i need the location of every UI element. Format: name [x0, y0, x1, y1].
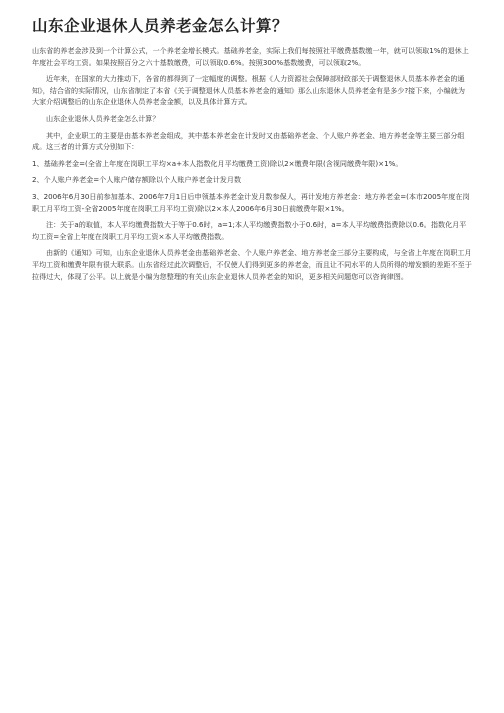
article-paragraph-conclusion: 由新的《通知》可知，山东企业退休人员养老金由基础养老金、个人账户养老金、地方养老金三部分主要构成，与全省上年度在岗职工月平均工资和缴费年限有很大联系。山东省经过此次调整后，不仅使人们得到更多的养老金，而且让不同水平的人员所得的增发额的差距不至于拉得过大，体现了公平。以上就是小编为您整理的有关山东企业退休人员养老金的知识，更多相关问题您可以咨询律图。 — [32, 248, 472, 281]
article-paragraph-intro: 山东省的养老金涉及到一个计算公式，一个养老金增长模式。基础养老金，实际上我们每按照社平缴费基数缴一年，就可以领取1%的退休上年度社会平均工资。如果按照百分之六十基数缴费，可以领取0.6%。按照300%基数缴费，可以领取2%。 — [32, 46, 469, 67]
article-formula-local-pension: 3、2006年6月30日前参加基本、2006年7月1日后申领基本养老金计发月数参保人，再计发地方养老金：地方养老金=(本市2005年度在岗职工月平均工资-全省2005年度在岗职工月平均工资)除以2×本人2006年6月30日前缴费年限×1%。 — [32, 191, 470, 213]
article-paragraph-background: 近年来，在国家的大力推动下，各省的都得到了一定幅度的调整。根据《人力资源社会保障部财政部关于调整退休人员基本养老金的通知》，结合省的实际情况，山东省制定了本省《关于调整退休人员基本养老金的通知》那么山东退休人员养老金有是多少?接下来，小编就为大家介绍调整后的山东企业退休人员养老金金额，以及具体计算方式。 — [32, 74, 465, 107]
article-section-heading: 山东企业退休人员养老金怎么计算？ — [46, 113, 160, 123]
article-formula-personal-account: 2、个人账户养老金=个人账户储存额除以个人账户养老金计发月数 — [32, 175, 242, 185]
article-note: 注：关于a的取值，本人平均缴费指数大于等于0.6时，a=1;本人平均缴费指数小于0.6时，a=本人平均缴费指费除以0.6。指数化月平均工资=全省上年度在岗职工月平均工资×本人平均缴费指数。 — [32, 220, 467, 241]
article-formula-basic-pension: 1、基础养老金=(全省上年度在岗职工平均×a+本人指数化月平均缴费工资)除以2×缴费年限(含视同缴费年限)×1%。 — [32, 158, 403, 168]
article-paragraph-components: 其中，企业职工的主要是由基本养老金组成，其中基本养老金在计发时又由基础养老金、个人账户养老金、地方养老金等主要三部分组成。这三者的计算方式分别如下： — [32, 130, 465, 152]
article-title: 山东企业退休人员养老金怎么计算？ — [32, 17, 289, 35]
